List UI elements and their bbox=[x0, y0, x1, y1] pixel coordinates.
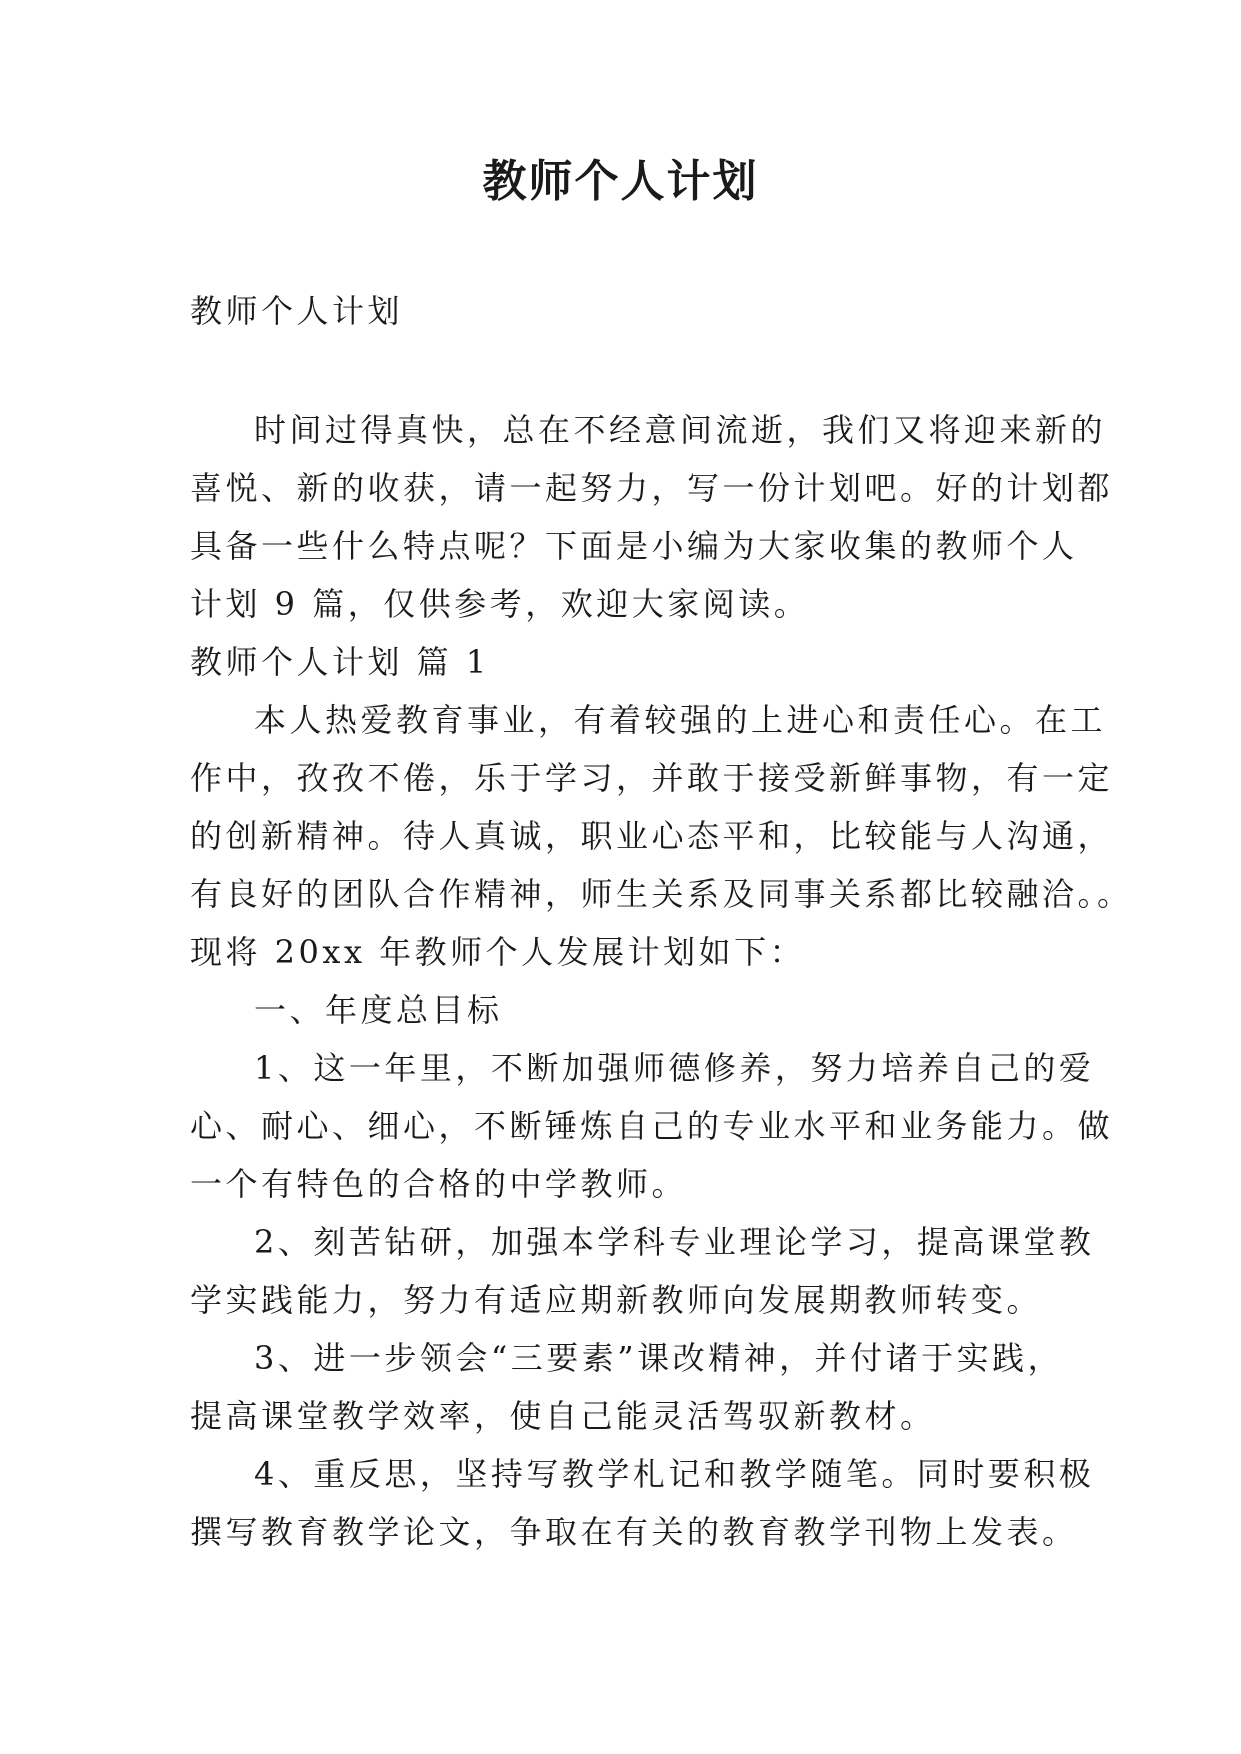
section-heading: 教师个人计划 篇 1 bbox=[190, 643, 490, 681]
list-item-line: 1、这一年里，不断加强师德修养，努力培养自己的爱 bbox=[254, 1049, 1095, 1087]
paragraph-line: 具备一些什么特点呢？下面是小编为大家收集的教师个人 bbox=[190, 527, 1078, 565]
paragraph-line: 的创新精神。待人真诚，职业心态平和，比较能与人沟通， bbox=[190, 817, 1114, 855]
list-item-line: 撰写教育教学论文，争取在有关的教育教学刊物上发表。 bbox=[190, 1513, 1078, 1551]
paragraph-line: 现将 20xx 年教师个人发展计划如下： bbox=[190, 933, 806, 971]
paragraph-line: 有良好的团队合作精神，师生关系及同事关系都比较融洽。。 bbox=[190, 875, 1133, 913]
list-item-line: 学实践能力，努力有适应期新教师向发展期教师转变。 bbox=[190, 1281, 1043, 1319]
paragraph-line: 作中，孜孜不倦，乐于学习，并敢于接受新鲜事物，有一定 bbox=[190, 759, 1114, 797]
list-heading: 一、年度总目标 bbox=[254, 991, 503, 1029]
list-item-line: 心、耐心、细心，不断锤炼自己的专业水平和业务能力。做 bbox=[190, 1107, 1114, 1145]
document-title: 教师个人计划 bbox=[482, 156, 759, 207]
paragraph-line: 时间过得真快，总在不经意间流逝，我们又将迎来新的 bbox=[254, 411, 1107, 449]
paragraph-line: 本人热爱教育事业，有着较强的上进心和责任心。在工 bbox=[254, 701, 1107, 739]
paragraph-line: 计划 9 篇，仅供参考，欢迎大家阅读。 bbox=[190, 585, 810, 623]
list-item-line: 4、重反思，坚持写教学札记和教学随笔。同时要积极 bbox=[254, 1455, 1095, 1493]
paragraph-line: 喜悦、新的收获，请一起努力，写一份计划吧。好的计划都 bbox=[190, 469, 1114, 507]
list-item-line: 3、进一步领会“三要素”课改精神，并付诸于实践， bbox=[254, 1339, 1064, 1377]
document-subtitle: 教师个人计划 bbox=[190, 292, 404, 330]
list-item-line: 一个有特色的合格的中学教师。 bbox=[190, 1165, 688, 1203]
list-item-line: 2、刻苦钻研，加强本学科专业理论学习，提高课堂教 bbox=[254, 1223, 1095, 1261]
list-item-line: 提高课堂教学效率，使自己能灵活驾驭新教材。 bbox=[190, 1397, 936, 1435]
